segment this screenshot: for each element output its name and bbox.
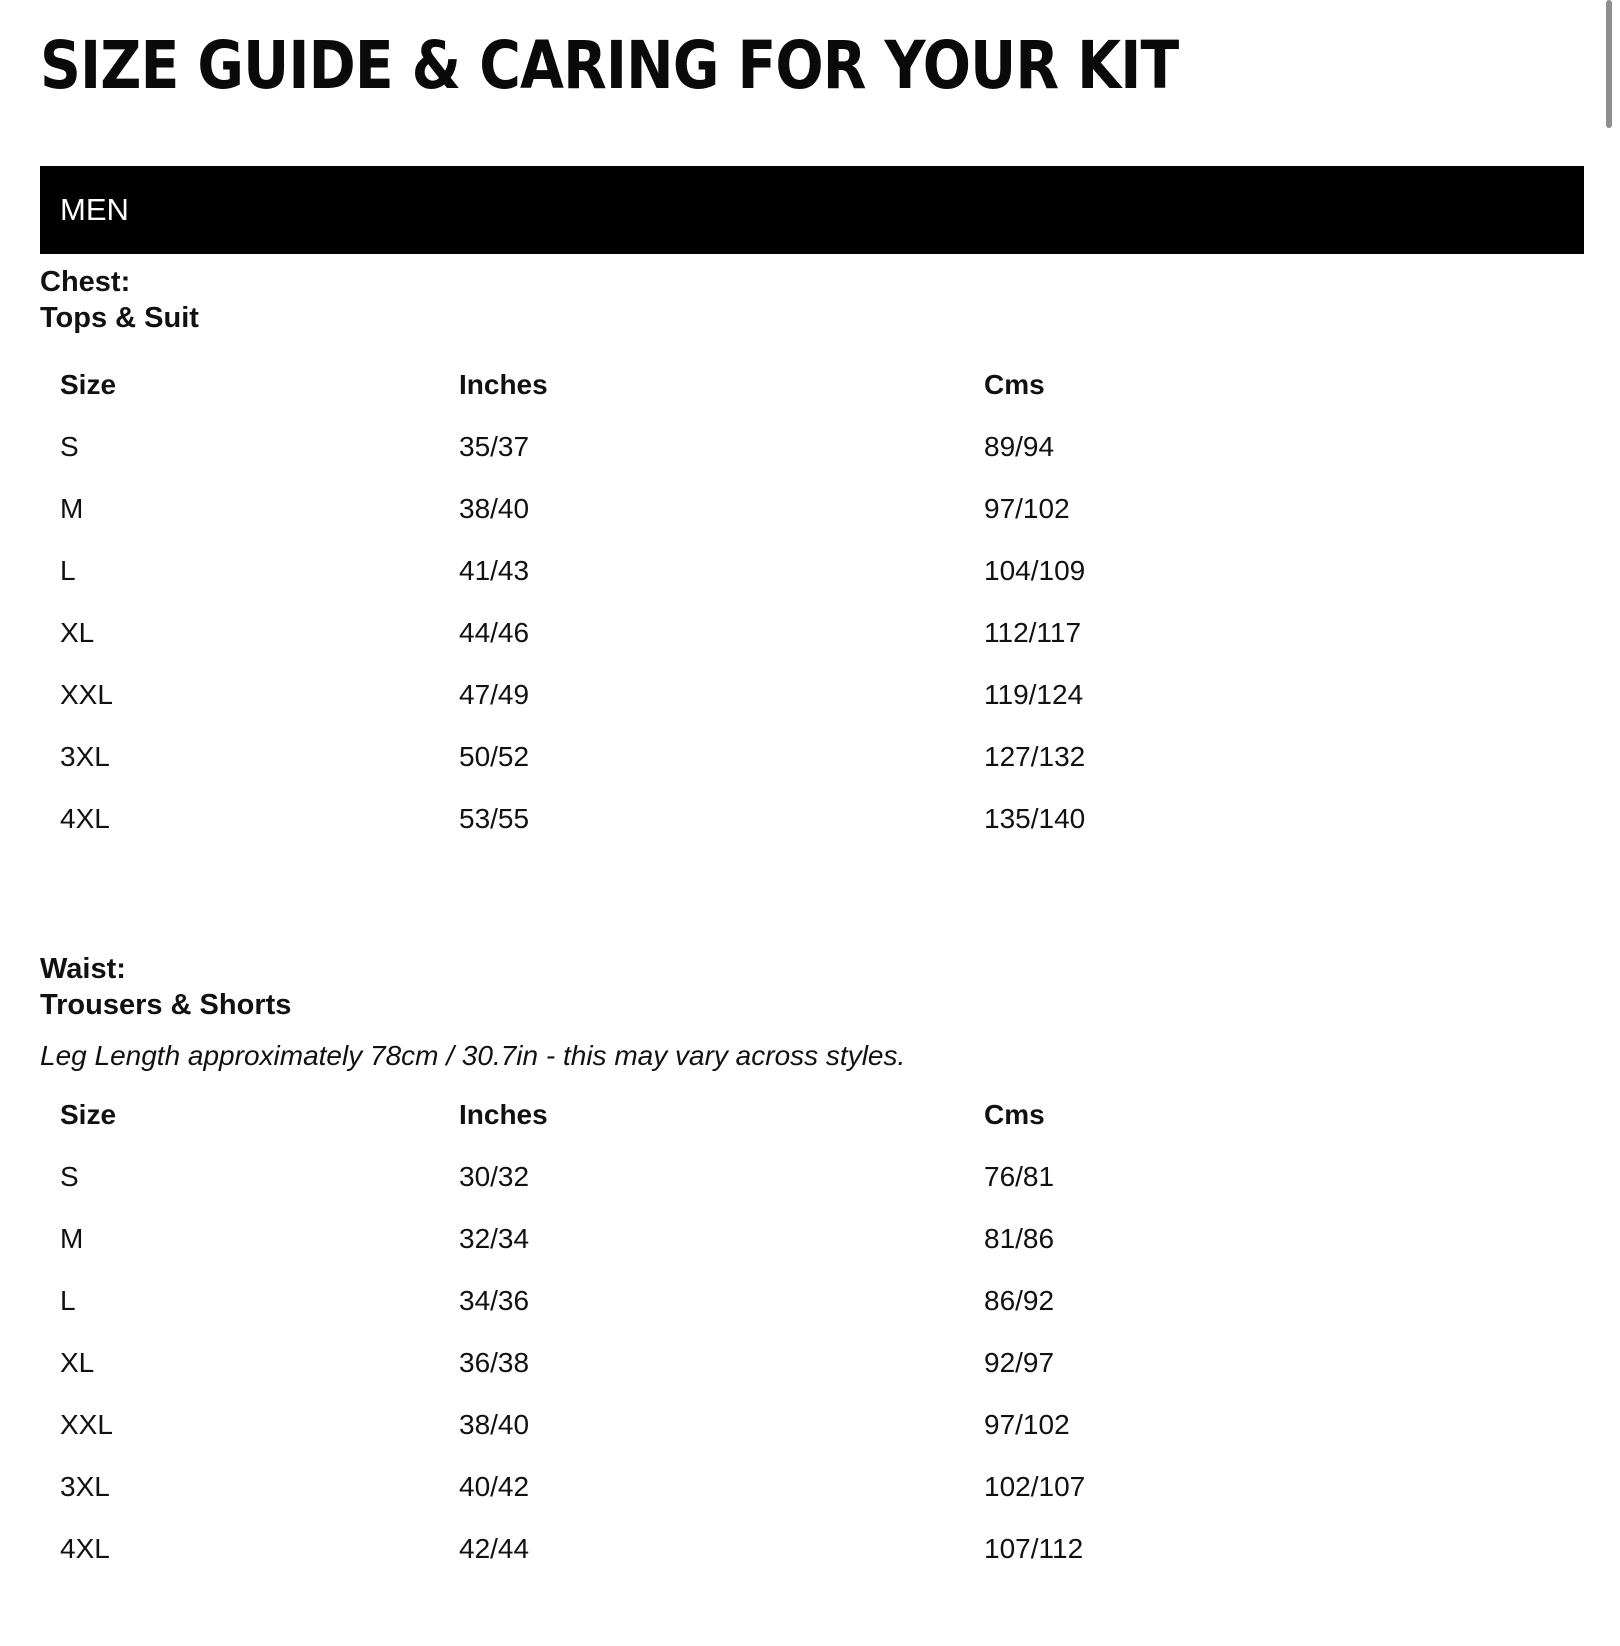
table-row bbox=[60, 416, 1580, 478]
inches-cell: 41/43 bbox=[459, 555, 530, 586]
cms-cell: 76/81 bbox=[984, 1161, 1055, 1192]
table-row bbox=[60, 726, 1580, 788]
cms-cell: 81/86 bbox=[984, 1223, 1055, 1254]
table-row bbox=[60, 1270, 1580, 1332]
cms-cell: 97/102 bbox=[984, 1409, 1070, 1440]
inches-cell: 47/49 bbox=[459, 679, 530, 710]
table-row bbox=[60, 478, 1580, 540]
leg-length-note: Leg Length approximately 78cm / 30.7in - this may vary across styles. bbox=[40, 1040, 906, 1071]
table-row bbox=[60, 602, 1580, 664]
chest-sublabel: Tops & Suit bbox=[40, 302, 199, 334]
chest-label: Chest: bbox=[40, 266, 131, 298]
table-row bbox=[60, 1146, 1580, 1208]
inches-cell: 50/52 bbox=[459, 741, 530, 772]
size-cell: S bbox=[60, 431, 79, 462]
size-cell: 3XL bbox=[60, 1471, 110, 1502]
size-cell: 4XL bbox=[60, 803, 110, 834]
table-row bbox=[60, 1208, 1580, 1270]
cms-cell: 107/112 bbox=[984, 1533, 1084, 1564]
table-row bbox=[60, 788, 1580, 850]
size-cell: XXL bbox=[60, 679, 113, 710]
inches-cell: 44/46 bbox=[459, 617, 530, 648]
table-row bbox=[60, 1518, 1580, 1580]
section-header-men bbox=[40, 166, 1584, 254]
size-cell: M bbox=[60, 493, 84, 524]
inches-cell: 35/37 bbox=[459, 431, 530, 462]
cms-cell: 104/109 bbox=[984, 555, 1086, 586]
size-cell: 4XL bbox=[60, 1533, 110, 1564]
waist-size-table bbox=[60, 1084, 1580, 1580]
inches-cell: 32/34 bbox=[459, 1223, 530, 1254]
inches-cell: 42/44 bbox=[459, 1533, 530, 1564]
table-header-row bbox=[60, 354, 1580, 416]
cms-cell: 86/92 bbox=[984, 1285, 1055, 1316]
table-row bbox=[60, 664, 1580, 726]
cms-cell: 112/117 bbox=[984, 617, 1082, 648]
column-header-cms: Cms bbox=[984, 1099, 1045, 1130]
inches-cell: 53/55 bbox=[459, 803, 530, 834]
inches-cell: 34/36 bbox=[459, 1285, 530, 1316]
cms-cell: 97/102 bbox=[984, 493, 1070, 524]
size-cell: L bbox=[60, 555, 76, 586]
cms-cell: 119/124 bbox=[984, 679, 1084, 710]
size-cell: XXL bbox=[60, 1409, 113, 1440]
page-scrollbar[interactable] bbox=[1606, 0, 1612, 128]
size-cell: L bbox=[60, 1285, 76, 1316]
size-cell: S bbox=[60, 1161, 79, 1192]
size-cell: 3XL bbox=[60, 741, 110, 772]
inches-cell: 36/38 bbox=[459, 1347, 530, 1378]
column-header-size: Size bbox=[60, 369, 117, 400]
cms-cell: 135/140 bbox=[984, 803, 1086, 834]
waist-sublabel: Trousers & Shorts bbox=[40, 989, 292, 1021]
inches-cell: 38/40 bbox=[459, 1409, 530, 1440]
cms-cell: 92/97 bbox=[984, 1347, 1055, 1378]
table-row bbox=[60, 1332, 1580, 1394]
chest-size-table bbox=[60, 354, 1580, 850]
size-cell: XL bbox=[60, 1347, 95, 1378]
cms-cell: 89/94 bbox=[984, 431, 1055, 462]
section-header-label: MEN bbox=[60, 192, 129, 227]
table-row bbox=[60, 540, 1580, 602]
column-header-size: Size bbox=[60, 1099, 117, 1130]
cms-cell: 102/107 bbox=[984, 1471, 1086, 1502]
inches-cell: 40/42 bbox=[459, 1471, 530, 1502]
inches-cell: 38/40 bbox=[459, 493, 530, 524]
waist-label: Waist: bbox=[40, 953, 126, 985]
size-cell: XL bbox=[60, 617, 95, 648]
column-header-cms: Cms bbox=[984, 369, 1045, 400]
table-header-row bbox=[60, 1084, 1580, 1146]
cms-cell: 127/132 bbox=[984, 741, 1086, 772]
column-header-inches: Inches bbox=[459, 369, 548, 400]
table-row bbox=[60, 1456, 1580, 1518]
column-header-inches: Inches bbox=[459, 1099, 548, 1130]
page-title: SIZE GUIDE & CARING FOR YOUR KIT bbox=[40, 27, 1179, 104]
table-row bbox=[60, 1394, 1580, 1456]
size-cell: M bbox=[60, 1223, 84, 1254]
inches-cell: 30/32 bbox=[459, 1161, 530, 1192]
